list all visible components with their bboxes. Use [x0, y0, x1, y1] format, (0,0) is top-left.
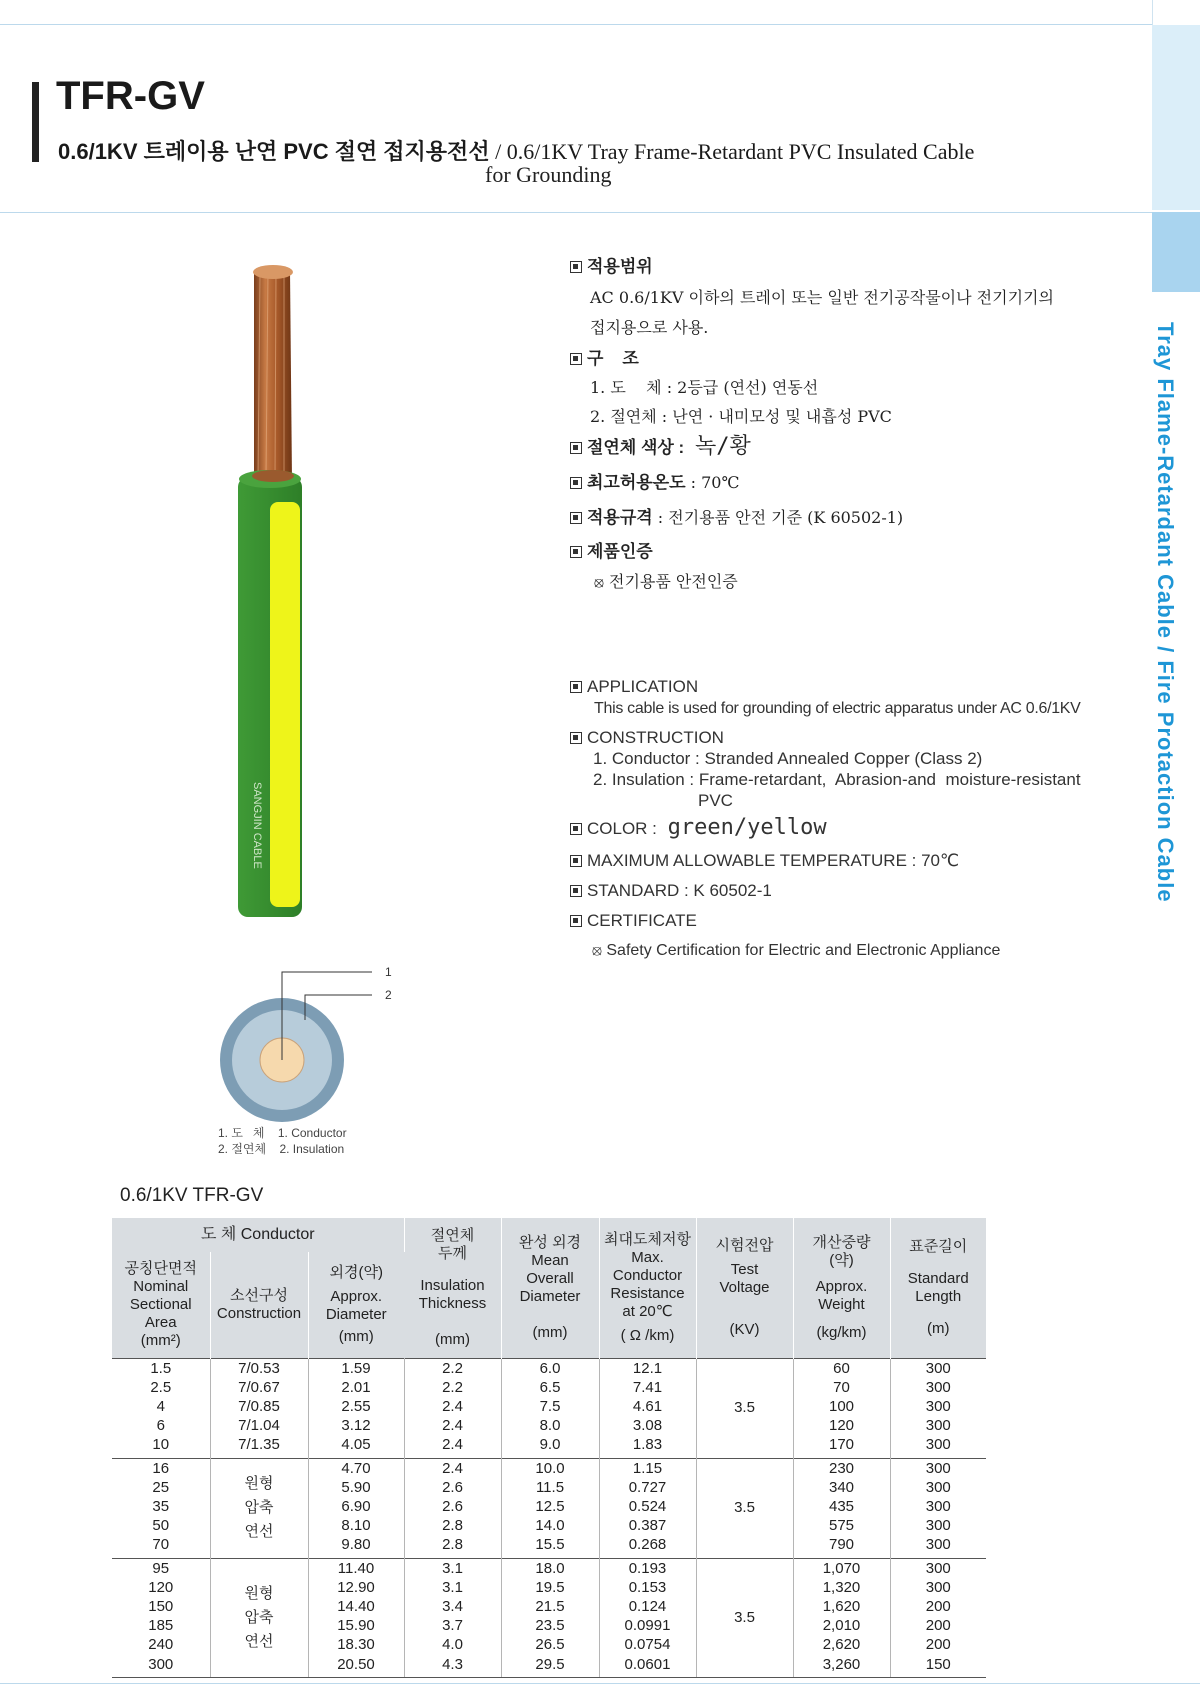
en-cert-label: CERTIFICATE	[587, 911, 697, 930]
ko-color-value: 녹/황	[694, 434, 751, 459]
header-text: 표준길이	[909, 1237, 968, 1255]
table-row-group	[112, 1558, 986, 1677]
cell-construction	[210, 1358, 308, 1458]
cell-value: 790	[828, 1536, 855, 1554]
cell-value: 2.4	[442, 1417, 463, 1435]
cell-value: 6.90	[341, 1497, 371, 1515]
cell-value: 8.10	[341, 1517, 371, 1535]
cell-value: 340	[828, 1478, 855, 1496]
header-text: Overall	[526, 1269, 574, 1287]
ko-cert-row	[594, 571, 738, 593]
sidebar-text: Tray Flame-Retardant Cable / Fire Protaction Cable	[1153, 322, 1178, 903]
cell-value: 1,070	[822, 1559, 861, 1577]
header-text: 소선구성	[230, 1286, 288, 1304]
ko-structure-heading	[570, 348, 639, 370]
cell-value: 1.59	[341, 1359, 371, 1377]
cell-weight	[793, 1458, 890, 1558]
cell-value: 11.5	[535, 1478, 565, 1496]
cell-area	[112, 1558, 210, 1677]
cell-value: 70	[833, 1378, 850, 1396]
ko-temp-label: 최고허용온도	[587, 473, 686, 492]
header-diameter	[308, 1252, 404, 1358]
header-text: Diameter	[519, 1287, 581, 1305]
cell-diameter	[308, 1558, 404, 1677]
cell-value: 1.5	[150, 1359, 172, 1377]
cell-construction	[210, 1558, 308, 1677]
en-standard-row	[570, 880, 772, 902]
cell-area	[112, 1458, 210, 1558]
cell-value: 200	[925, 1617, 951, 1635]
cell-value: 300	[925, 1578, 951, 1596]
en-construction-heading	[570, 727, 724, 749]
cable-brand-print: SANGJIN CABLE	[251, 782, 263, 869]
cell-value: 0.0991	[624, 1617, 671, 1635]
cell-value: 70	[152, 1536, 170, 1554]
cell-value: 5.90	[341, 1478, 371, 1496]
en-cert-heading	[570, 910, 697, 932]
cell-value: 14.40	[337, 1597, 375, 1615]
cell-value: 200	[925, 1597, 951, 1615]
cell-value: 6.5	[539, 1378, 561, 1396]
cell-value: 300	[925, 1359, 951, 1377]
header-text: Mean	[531, 1251, 569, 1269]
cell-value: 21.5	[535, 1597, 565, 1615]
subtitle-english: 0.6/1KV Tray Frame-Retardant PVC Insulated Cable	[506, 139, 975, 164]
cell-value: 8.0	[539, 1417, 561, 1435]
bullet-icon	[570, 885, 582, 897]
cell-value: 3.7	[442, 1617, 463, 1635]
header-text: Construction	[216, 1304, 302, 1322]
en-application-label: APPLICATION	[587, 677, 699, 696]
ko-scope-label: 적용범위	[587, 257, 653, 276]
cell-value: 4.0	[442, 1636, 463, 1654]
spec-table	[112, 1218, 986, 1678]
cell-value: 12.5	[535, 1497, 565, 1515]
header-text: Conductor	[612, 1266, 683, 1284]
header-text: 외경(약)	[329, 1263, 383, 1281]
cell-voltage	[696, 1358, 793, 1458]
cell-value: 1,620	[822, 1597, 861, 1615]
en-temp-text: MAXIMUM ALLOWABLE TEMPERATURE : 70℃	[587, 851, 960, 870]
header-insulation	[404, 1218, 501, 1358]
cell-value: 26.5	[535, 1636, 565, 1654]
header-text: Area	[144, 1313, 177, 1331]
cell-value: 7/0.53	[238, 1359, 280, 1377]
cell-value: 7/1.04	[238, 1417, 280, 1435]
cell-value: 0.124	[628, 1597, 667, 1615]
en-color-label: COLOR :	[587, 819, 657, 838]
en-construction-item2-cont: PVC	[698, 791, 733, 810]
en-cert-row	[592, 940, 1000, 962]
cell-value: 29.5	[535, 1655, 565, 1673]
en-color-row	[570, 817, 827, 840]
insulation-yellow-stripe	[270, 502, 300, 907]
cell-value: 3.5	[734, 1608, 755, 1626]
cell-value: 2,620	[822, 1636, 861, 1654]
ko-scope-line2: 접지용으로 사용.	[590, 318, 709, 337]
cell-value: 95	[152, 1559, 170, 1577]
cell-value: 100	[828, 1397, 855, 1415]
cell-overall	[501, 1558, 599, 1677]
cell-value: 0.0754	[624, 1636, 671, 1654]
cell-value: 18.0	[535, 1559, 565, 1577]
bullet-icon	[570, 855, 582, 867]
en-construction-item2: 2. Insulation : Frame-retardant, Abrasion-and moisture-resistant	[593, 770, 1081, 789]
en-construction-item1: 1. Conductor : Stranded Annealed Copper (Class 2)	[593, 749, 983, 768]
cell-value: 9.80	[341, 1536, 371, 1554]
header-text: Thickness	[418, 1294, 487, 1312]
ko-standard-label: 적용규격	[587, 508, 653, 527]
ko-cert-value: 전기용품 안전인증	[609, 572, 738, 591]
cell-value: 1.15	[632, 1459, 663, 1477]
table-row-group	[112, 1458, 986, 1558]
cell-value: 23.5	[535, 1617, 565, 1635]
table-body	[112, 1358, 986, 1677]
certification-mark-icon: ⦻	[594, 573, 604, 591]
header-text: Voltage	[719, 1278, 770, 1296]
en-cert-value: Safety Certification for Electric and Electronic Appliance	[606, 942, 1001, 959]
cell-value: 2,010	[822, 1617, 861, 1635]
cell-overall	[501, 1458, 599, 1558]
header-text: Weight	[818, 1295, 865, 1313]
cross-section-diagram	[220, 960, 420, 1125]
cell-value: 19.5	[535, 1578, 565, 1596]
cell-value: 4.70	[341, 1459, 371, 1477]
cell-value: 300	[925, 1497, 951, 1515]
ko-cert-heading	[570, 541, 653, 563]
header-text: Approx.	[815, 1277, 868, 1295]
cell-value: 0.0601	[624, 1655, 671, 1673]
cell-value: 3.1	[442, 1578, 463, 1596]
cell-value: 2.8	[442, 1536, 463, 1554]
en-color-value: green/yellow	[667, 815, 827, 840]
cross-section-legend: 1. 도 체 1. Conductor 2. 절연체 2. Insulation	[218, 1126, 347, 1156]
cell-value: 3.12	[341, 1417, 371, 1435]
cell-value: 3.08	[632, 1417, 663, 1435]
cell-resistance	[599, 1458, 696, 1558]
cell-diameter	[308, 1358, 404, 1458]
en-application-heading	[570, 676, 698, 698]
cell-value: 300	[925, 1559, 951, 1577]
cell-value: 150	[925, 1655, 951, 1673]
cell-value: 0.727	[628, 1478, 667, 1496]
cell-value: 3,260	[822, 1655, 861, 1673]
bullet-icon	[570, 512, 582, 524]
header-voltage	[696, 1218, 793, 1358]
cell-value: 2.8	[442, 1517, 463, 1535]
header-text: (mm)	[338, 1327, 374, 1345]
header-rule	[0, 212, 1152, 213]
cell-value: 2.6	[442, 1478, 463, 1496]
cell-construction	[210, 1458, 308, 1558]
ko-color-row	[570, 436, 751, 459]
ko-standard-value: : 전기용품 안전 기준 (K 60502-1)	[652, 508, 904, 527]
cell-value: 240	[148, 1636, 174, 1654]
cell-value: 300	[925, 1478, 951, 1496]
cell-value: 원형	[244, 1475, 274, 1492]
cell-value: 0.268	[628, 1536, 667, 1554]
bullet-icon	[570, 477, 582, 489]
header-text: 개산중량	[812, 1233, 871, 1251]
cell-value: 1.83	[632, 1436, 663, 1454]
header-text: Standard	[907, 1269, 969, 1287]
cell-value: 4.61	[632, 1397, 663, 1415]
bullet-icon	[570, 442, 582, 454]
cell-value: 2.2	[442, 1378, 463, 1396]
subtitle-english-line2: for Grounding	[485, 162, 612, 187]
cell-value: 50	[152, 1517, 170, 1535]
cell-resistance	[599, 1558, 696, 1677]
cell-value: 7.41	[632, 1378, 663, 1396]
cell-value: 3.5	[734, 1399, 755, 1417]
cell-value: 2.4	[442, 1459, 463, 1477]
sidebar-caption	[1150, 322, 1190, 972]
conductor-cross	[252, 470, 294, 482]
cell-value: 7/0.85	[238, 1397, 280, 1415]
cell-value: 6	[156, 1417, 165, 1435]
cell-value: 16	[152, 1459, 170, 1477]
header-text: 시험전압	[715, 1236, 774, 1254]
cell-insulation	[404, 1358, 501, 1458]
cell-value: 3.5	[734, 1499, 755, 1517]
cell-value: 4.3	[442, 1655, 463, 1673]
cell-value: 200	[925, 1636, 951, 1654]
cell-diameter	[308, 1458, 404, 1558]
cell-value: 300	[925, 1517, 951, 1535]
ko-structure-item1: 1. 도 체 : 2등급 (연선) 연동선	[590, 378, 819, 397]
bullet-icon	[570, 546, 582, 558]
header-length	[890, 1218, 986, 1358]
ko-standard-row	[570, 507, 903, 529]
cable-illustration	[230, 262, 330, 922]
cell-value: 15.90	[337, 1617, 375, 1635]
header-text: 완성 외경	[518, 1233, 582, 1251]
header-text: Approx.	[330, 1287, 383, 1305]
cell-value: 170	[828, 1436, 855, 1454]
cell-value: 3.1	[442, 1559, 463, 1577]
ko-scope-line1: AC 0.6/1KV 이하의 트레이 또는 일반 전기공작물이나 전기기기의	[590, 288, 1054, 307]
cell-value: 120	[148, 1578, 174, 1596]
header-resistance	[599, 1218, 696, 1358]
header-text: (m)	[927, 1319, 950, 1337]
cell-value: 2.2	[442, 1359, 463, 1377]
cell-value: 14.0	[535, 1517, 565, 1535]
sidebar-tab-light	[1152, 25, 1200, 210]
bottom-rule	[0, 1683, 1200, 1684]
certification-mark-icon: ⦻	[592, 942, 602, 959]
cell-insulation	[404, 1458, 501, 1558]
header-text: 절연체	[430, 1226, 475, 1244]
callout-2-label: 2	[385, 988, 392, 1002]
cell-value: 12.90	[337, 1578, 375, 1596]
header-text: ( Ω /km)	[620, 1326, 675, 1344]
header-area	[112, 1252, 210, 1358]
header-text: 최대도체저항	[604, 1230, 691, 1248]
bullet-icon	[570, 823, 582, 835]
cell-value: 60	[833, 1359, 850, 1377]
cell-value: 7/1.35	[238, 1436, 280, 1454]
cell-value: 0.387	[628, 1517, 667, 1535]
header-construction	[210, 1252, 308, 1358]
cell-value: 3.4	[442, 1597, 463, 1615]
header-overall	[501, 1218, 599, 1358]
bullet-icon	[570, 732, 582, 744]
header-conductor-group: 도 체 Conductor	[112, 1218, 404, 1252]
cell-value: 2.5	[150, 1378, 172, 1396]
cell-value: 4.05	[341, 1436, 371, 1454]
table-row-group	[112, 1358, 986, 1458]
cell-value: 11.40	[337, 1559, 375, 1577]
cell-length	[890, 1558, 986, 1677]
cell-value: 9.0	[539, 1436, 561, 1454]
cell-weight	[793, 1358, 890, 1458]
header-text: (mm)	[532, 1323, 568, 1341]
cell-value: 230	[828, 1459, 855, 1477]
bullet-icon	[570, 261, 582, 273]
cell-value: 2.55	[341, 1397, 371, 1415]
header-text: (약)	[829, 1251, 854, 1269]
cell-value: 15.5	[535, 1536, 565, 1554]
header-text: (kg/km)	[816, 1323, 867, 1341]
cell-value: 120	[828, 1417, 855, 1435]
title-accent-bar	[32, 82, 39, 162]
cell-value: 압축	[244, 1608, 274, 1626]
cell-value: 300	[925, 1459, 951, 1477]
cell-value: 10	[152, 1436, 170, 1454]
bullet-icon	[570, 915, 582, 927]
top-rule	[0, 24, 1152, 25]
cell-value: 300	[925, 1536, 951, 1554]
cell-area	[112, 1358, 210, 1458]
header-weight	[793, 1218, 890, 1358]
cell-value: 12.1	[632, 1359, 663, 1377]
ko-structure-label: 구 조	[587, 349, 639, 368]
table-title: 0.6/1KV TFR-GV	[120, 1185, 264, 1206]
cell-value: 35	[152, 1497, 170, 1515]
header-text: Test	[730, 1260, 759, 1278]
cell-value: 185	[148, 1617, 174, 1635]
header-text: Insulation	[420, 1276, 485, 1294]
strand-ends	[253, 265, 293, 279]
header-text: Length	[915, 1287, 962, 1305]
subtitle-korean: 0.6/1KV 트레이용 난연 PVC 절연 접지용전선	[58, 139, 490, 164]
ko-color-label: 절연체 색상 :	[587, 438, 685, 457]
ko-temp-value: : 70℃	[685, 473, 740, 492]
en-temp-row	[570, 850, 959, 872]
cell-voltage	[696, 1458, 793, 1558]
en-application-text: This cable is used for grounding of electric apparatus under AC 0.6/1KV	[594, 700, 1081, 717]
cell-voltage	[696, 1558, 793, 1677]
ko-scope-heading	[570, 256, 653, 278]
cell-value: 2.01	[341, 1378, 371, 1396]
cell-value: 575	[828, 1517, 855, 1535]
cell-weight	[793, 1558, 890, 1677]
cell-length	[890, 1458, 986, 1558]
header-text: at 20℃	[622, 1302, 673, 1320]
cell-value: 2.4	[442, 1397, 463, 1415]
header-text: Max.	[631, 1248, 664, 1266]
cell-value: 150	[148, 1597, 174, 1615]
ko-structure-item2: 2. 절연체 : 난연 · 내미모성 및 내흡성 PVC	[590, 407, 892, 426]
cell-value: 원형	[244, 1584, 274, 1602]
sidebar-top	[1152, 0, 1200, 25]
cell-value: 20.50	[337, 1655, 375, 1673]
bullet-icon	[570, 353, 582, 365]
cell-insulation	[404, 1558, 501, 1677]
cell-value: 25	[152, 1478, 170, 1496]
cell-overall	[501, 1358, 599, 1458]
page-title: TFR-GV	[56, 74, 205, 118]
cell-value: 압축	[244, 1499, 274, 1516]
header-text: 두께	[438, 1244, 467, 1262]
header-text: Diameter	[325, 1305, 387, 1323]
cell-value: 300	[925, 1397, 951, 1415]
cell-value: 6.0	[539, 1359, 561, 1377]
cell-value: 0.153	[628, 1578, 667, 1596]
cell-value: 0.193	[628, 1559, 667, 1577]
subtitle-separator: /	[489, 139, 507, 164]
header-text: Resistance	[610, 1284, 685, 1302]
header-text: Sectional	[129, 1295, 192, 1313]
cell-value: 연선	[244, 1523, 274, 1540]
cell-value: 300	[925, 1436, 951, 1454]
en-standard-text: STANDARD : K 60502-1	[587, 881, 772, 900]
cell-value: 7.5	[539, 1397, 561, 1415]
header-text: Nominal	[133, 1277, 189, 1295]
cell-value: 10.0	[535, 1459, 565, 1477]
ko-temp-row	[570, 472, 739, 494]
header-text: (mm)	[435, 1330, 470, 1348]
ko-cert-label: 제품인증	[587, 542, 653, 561]
cell-value: 300	[148, 1655, 174, 1673]
bullet-icon	[570, 681, 582, 693]
header-text: (mm²)	[140, 1331, 181, 1349]
cell-value: 1,320	[822, 1578, 861, 1596]
cell-length	[890, 1358, 986, 1458]
cell-value: 7/0.67	[238, 1378, 280, 1396]
cell-value: 18.30	[337, 1636, 375, 1654]
cell-value: 300	[925, 1417, 951, 1435]
header-text: 공칭단면적	[124, 1259, 197, 1277]
cell-value: 연선	[244, 1632, 274, 1650]
cell-value: 4	[156, 1397, 165, 1415]
callout-1-label: 1	[385, 965, 392, 979]
sidebar-tab-blue	[1152, 212, 1200, 292]
cell-value: 300	[925, 1378, 951, 1396]
cell-value: 2.6	[442, 1497, 463, 1515]
cell-value: 0.524	[628, 1497, 667, 1515]
cell-value: 435	[828, 1497, 855, 1515]
cell-value: 2.4	[442, 1436, 463, 1454]
en-construction-label: CONSTRUCTION	[587, 728, 724, 747]
cell-resistance	[599, 1358, 696, 1458]
header-text: (KV)	[729, 1320, 760, 1338]
